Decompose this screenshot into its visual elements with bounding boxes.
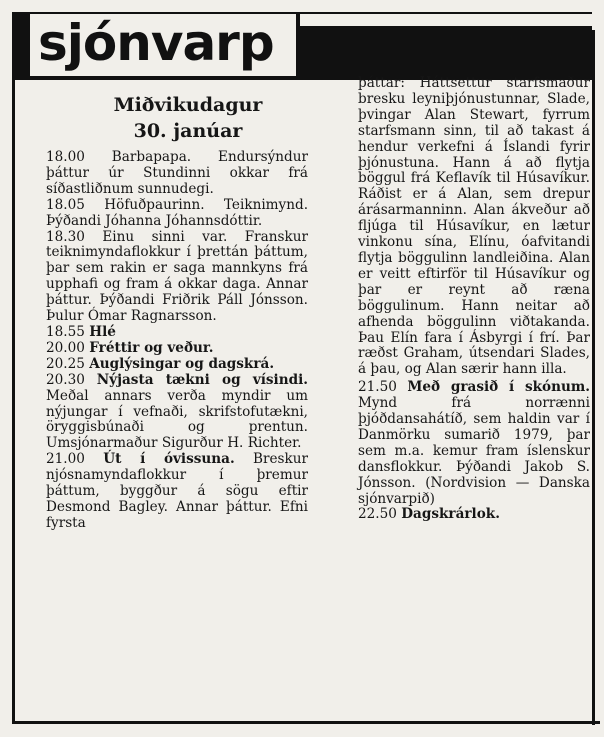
- program-title: Auglýsingar og dagskrá.: [89, 355, 275, 372]
- continuation-text: þáttar: Háttsettur starfsmaður bresku leyniþjónustunnar, Slade, þvingar Alan Stewart, fyrrum starfsmann sinn, til að takast á hendur verkefni á Íslandi fyrir þjónustuna. Hann á að flytja böggul frá Keflavík til Húsavíkur. Ráðist er á Alan, sem drepur árásarmanninn. Alan ákveður að fljúga til Húsavíkur, en lætur vinkonu sína, Elínu, óafvitandi flytja böggulinn landleiðina. Alan er veitt eftirför til Húsavíkur og þar er reynt að ræna böggulinum. Hann neitar að afhenda böggulinn viðtakanda. Þau Elín fara í Ásbyrgi í frí. Þar ræðst Graham, útsendari Slades, á þau, og Alan særir hann illa.: [358, 75, 590, 378]
- program-title: Nýjasta tækni og vísindi.: [96, 371, 308, 388]
- program-title: Með grasið í skónum.: [407, 379, 590, 396]
- day-heading: [46, 92, 308, 144]
- program-time: 18.55: [46, 323, 85, 340]
- program-description: Teiknimynd. Þýðandi Jóhanna Jóhannsdóttir.: [46, 196, 309, 229]
- program-time: 18.05: [46, 196, 85, 213]
- program-title: Einu sinni var.: [102, 228, 228, 245]
- program-time: 21.00: [46, 451, 85, 468]
- program-entry: [358, 507, 590, 523]
- program-description: Franskur teiknimyndaflokkur í þrettán þáttum, þar sem rakin er saga mannkyns frá upphafi og fram á okkar daga. Annar þáttur. Þýðandi Friðrik Páll Jónsson. Þulur Ómar Ragnarsson.: [46, 228, 308, 325]
- program-description: Mynd frá norrænni þjóðdansahátíð, sem haldin var í Danmörku sumarið 1979, þar sem m.a. kemur fram íslenskur dansflokkur. Þýðandi Jakob S. Jónsson. (Nordvision — Danska sjónvarpið): [358, 395, 590, 507]
- program-list-right: [358, 380, 590, 523]
- program-title: Barbapapa.: [111, 149, 192, 165]
- program-description: Meðal annars verða myndir um nýjungar í vefnaði, skrifstofutækni, öryggisbúnaði og prentun. Umsjónarmaður Sigurður H. Richter.: [46, 387, 308, 452]
- program-description: Breskur njósnamyndaflokkur í þremur þáttum, byggður á sögu eftir Desmond Bagley. Annar þáttur. Efni fyrsta: [46, 451, 309, 531]
- program-description: Endursýndur þáttur úr Stundinni okkar frá síðastliðnum sunnudegi.: [46, 149, 309, 197]
- page-title: sjónvarp: [30, 14, 296, 76]
- weekday: Miðvikudagur: [113, 94, 263, 116]
- program-time: 22.50: [358, 506, 397, 523]
- program-title: Hlé: [89, 323, 116, 340]
- frame-right-rule: [592, 30, 595, 725]
- program-entry: [46, 150, 308, 198]
- program-title: Dagskrárlok.: [401, 506, 500, 523]
- program-entry: [46, 452, 308, 532]
- right-column: [358, 76, 590, 523]
- program-time: 20.00: [46, 339, 85, 356]
- program-entry: [46, 341, 308, 357]
- program-entry: [46, 230, 308, 325]
- program-entry: [46, 373, 308, 453]
- program-entry: [46, 325, 308, 341]
- program-entry: [46, 198, 308, 230]
- program-title: Út í óvissuna.: [103, 451, 235, 468]
- left-column: [46, 92, 308, 532]
- program-time: 18.00: [46, 149, 85, 165]
- program-time: 20.30: [46, 371, 85, 388]
- program-time: 18.30: [46, 228, 85, 245]
- program-time: 20.25: [46, 355, 85, 372]
- program-title: Höfuðpaurinn.: [104, 196, 205, 213]
- program-entry: [46, 357, 308, 373]
- date: 30. janúar: [133, 120, 243, 142]
- program-title: Fréttir og veður.: [89, 339, 214, 356]
- program-list-left: [46, 150, 308, 532]
- program-entry: [358, 380, 590, 507]
- program-time: 21.50: [358, 379, 397, 396]
